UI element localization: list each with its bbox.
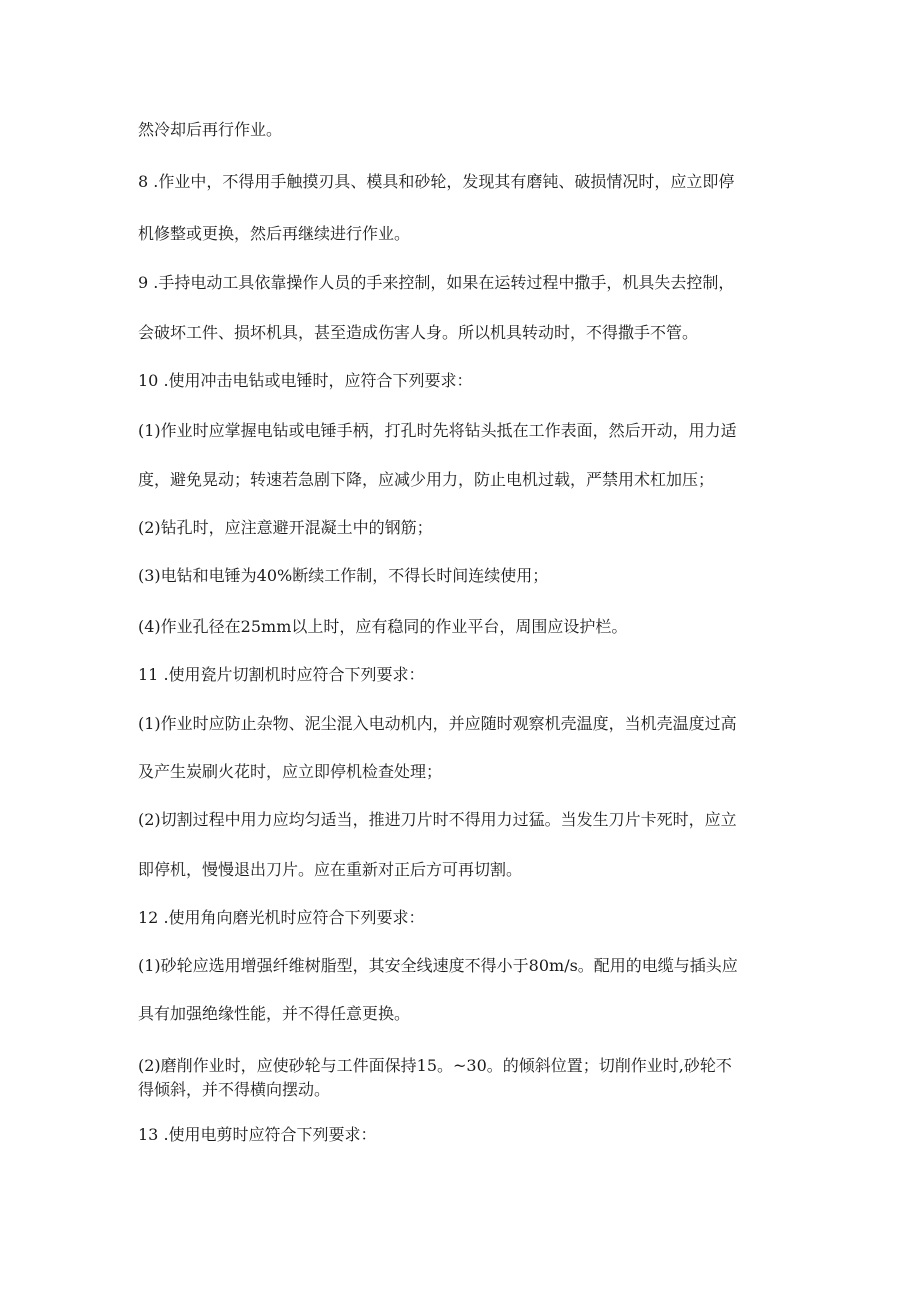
text-line: 13 .使用电剪时应符合下列要求： bbox=[138, 1125, 377, 1144]
text-line: (1)作业时应防止杂物、泥尘混入电动机内，并应随时观察机壳温度，当机壳温度过高 bbox=[138, 714, 737, 733]
text-line: 9 .手持电动工具依靠操作人员的手来控制，如果在运转过程中撒手，机具失去控制， bbox=[138, 273, 735, 292]
text-line: (2)磨削作业时，应使砂轮与工件面保持15。~30。的倾斜位置；切削作业时,砂轮不 bbox=[138, 1056, 732, 1075]
text-line: (3)电钻和电锤为40%断续工作制，不得长时间连续使用； bbox=[138, 566, 549, 585]
text-line: 10 .使用冲击电钻或电锤时，应符合下列要求： bbox=[138, 371, 473, 390]
text-line: 12 .使用角向磨光机时应符合下列要求： bbox=[138, 908, 425, 927]
text-line: 得倾斜，并不得横向摆动。 bbox=[138, 1080, 331, 1099]
text-line: 度，避免晃动；转速若急剧下降，应减少用力，防止电机过载，严禁用术杠加压； bbox=[138, 470, 715, 489]
text-line: (1)砂轮应选用增强纤维树脂型，其安全线速度不得小于80m/s。配用的电缆与插头应 bbox=[138, 956, 738, 975]
text-line: 即停机，慢慢退出刀片。应在重新对正后方可再切割。 bbox=[138, 860, 523, 879]
text-line: (1)作业时应掌握电钻或电锤手柄，打孔时先将钻头抵在工作表面，然后开动，用力适 bbox=[138, 421, 737, 440]
text-line: 8 .作业中，不得用手触摸刃具、模具和砂轮，发现其有磨钝、破损情况时，应立即停 bbox=[138, 172, 735, 191]
text-line: 然冷却后再行作业。 bbox=[138, 120, 283, 139]
text-line: (2)钻孔时，应注意避开混凝土中的钢筋； bbox=[138, 518, 433, 537]
text-line: 机修整或更换，然后再继续进行作业。 bbox=[138, 224, 411, 243]
text-line: 会破坏工件、损坏机具，甚至造成伤害人身。所以机具转动时，不得撒手不管。 bbox=[138, 323, 699, 342]
text-line: 11 .使用瓷片切割机时应符合下列要求： bbox=[138, 665, 425, 684]
text-line: 及产生炭刷火花时，应立即停机检查处理； bbox=[138, 762, 443, 781]
text-line: (4)作业孔径在25mm以上时，应有稳同的作业平台，周围应设护栏。 bbox=[138, 617, 628, 636]
text-line: 具有加强绝缘性能，并不得任意更换。 bbox=[138, 1004, 411, 1023]
text-line: (2)切割过程中用力应均匀适当，推进刀片时不得用力过猛。当发生刀片卡死时，应立 bbox=[138, 810, 737, 829]
